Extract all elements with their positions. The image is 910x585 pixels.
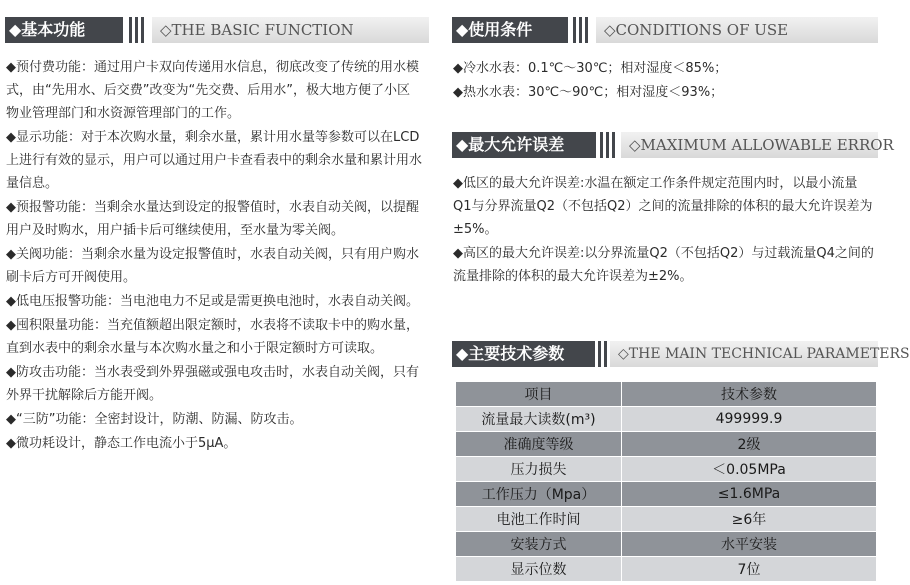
param-value: ≥6年 xyxy=(622,507,877,532)
param-value: ≤1.6MPa xyxy=(622,482,877,507)
param-value: 2级 xyxy=(622,432,877,457)
header-divider-bars xyxy=(592,341,607,367)
list-item: ◆囤积限量功能：当充值额超出限定额时，水表将不读取卡中的购水量，直到水表中的剩余水量与本次购水量之和小于限定额时方可读取。 xyxy=(6,318,419,356)
tech-header xyxy=(452,341,910,367)
param-name: 流量最大读数(m³) xyxy=(456,407,622,432)
table-row xyxy=(456,532,877,557)
list-item: ◆预付费功能：通过用户卡双向传递用水信息，彻底改变了传统的用水模式，由“先用水、后交费”改变为“先交费、后用水”，极大地方便了小区物业管理部门和水资源管理部门的工作。 xyxy=(6,60,419,121)
conditions-subtitle: ◇CONDITIONS OF USE xyxy=(596,17,878,43)
table-row xyxy=(456,407,877,432)
list-item: ◆微功耗设计，静态工作电流小于5μA。 xyxy=(6,436,237,451)
param-name: 工作压力（Mpa） xyxy=(456,482,622,507)
param-name: 安装方式 xyxy=(456,532,622,557)
error-list xyxy=(453,172,875,289)
column-header-item: 项目 xyxy=(456,382,622,407)
basic-function-list xyxy=(6,56,422,456)
param-name: 准确度等级 xyxy=(456,432,622,457)
param-name: 压力损失 xyxy=(456,457,622,482)
tech-subtitle: ◇THE MAIN TECHNICAL PARAMETERS xyxy=(610,341,878,367)
list-item: ◆低区的最大允许误差:水温在额定工作条件规定范围内时，以最小流量Q1与分界流量Q2（不包括Q2）之间的流量排除的体积的最大允许误差为±5%。 xyxy=(453,176,873,237)
table-row xyxy=(456,507,877,532)
header-divider-bars xyxy=(573,17,588,43)
column-header-value: 技术参数 xyxy=(622,382,877,407)
basic-function-title: ◆基本功能 xyxy=(5,17,123,43)
error-subtitle: ◇MAXIMUM ALLOWABLE ERROR xyxy=(621,132,878,158)
table-header-row xyxy=(456,382,877,407)
list-item: ◆防攻击功能：当水表受到外界强磁或强电攻击时，水表自动关阀，只有外界干扰解除后方能开阀。 xyxy=(6,365,419,403)
conditions-header xyxy=(452,17,878,43)
table-row xyxy=(456,482,877,507)
param-name: 电池工作时间 xyxy=(456,507,622,532)
conditions-title: ◆使用条件 xyxy=(452,17,568,43)
list-item: ◆预报警功能：当剩余水量达到设定的报警值时，水表自动关阀，以提醒用户及时购水，用户插卡后可继续使用，至水量为零关阀。 xyxy=(6,200,419,238)
basic-function-header xyxy=(5,17,429,43)
header-divider-bars xyxy=(129,17,144,43)
list-item: ◆显示功能：对于本次购水量，剩余水量，累计用水量等参数可以在LCD上进行有效的显示，用户可以通过用户卡查看表中的剩余水量和累计用水量信息。 xyxy=(6,130,423,191)
conditions-list xyxy=(453,57,877,105)
param-value: ＜0.05MPa xyxy=(622,457,877,482)
list-item: ◆高区的最大允许误差:以分界流量Q2（不包括Q2）与过载流量Q4之间的流量排除的体积的最大允许误差为±2%。 xyxy=(453,246,874,284)
basic-function-subtitle: ◇THE BASIC FUNCTION xyxy=(152,17,429,43)
list-item: ◆关阀功能：当剩余水量为设定报警值时，水表自动关阀，只有用户购水刷卡后方可开阀使用。 xyxy=(6,247,419,285)
table-row xyxy=(456,432,877,457)
table-row xyxy=(456,557,877,582)
header-divider-bars xyxy=(600,132,615,158)
tech-title: ◆主要技术参数 xyxy=(452,341,594,367)
list-item: ◆冷水水表：0.1℃～30℃；相对湿度＜85%； xyxy=(453,61,728,76)
list-item: ◆热水水表：30℃～90℃；相对湿度＜93%； xyxy=(453,85,724,100)
param-name: 显示位数 xyxy=(456,557,622,582)
tech-parameters-table xyxy=(455,381,877,582)
error-header xyxy=(452,132,894,158)
list-item: ◆“三防”功能：全密封设计，防潮、防漏、防攻击。 xyxy=(6,412,303,427)
param-value: 7位 xyxy=(622,557,877,582)
table-row xyxy=(456,457,877,482)
error-title: ◆最大允许误差 xyxy=(452,132,596,158)
param-value: 499999.9 xyxy=(622,407,877,432)
list-item: ◆低电压报警功能：当电池电力不足或是需更换电池时，水表自动关阀。 xyxy=(6,294,419,309)
param-value: 水平安装 xyxy=(622,532,877,557)
